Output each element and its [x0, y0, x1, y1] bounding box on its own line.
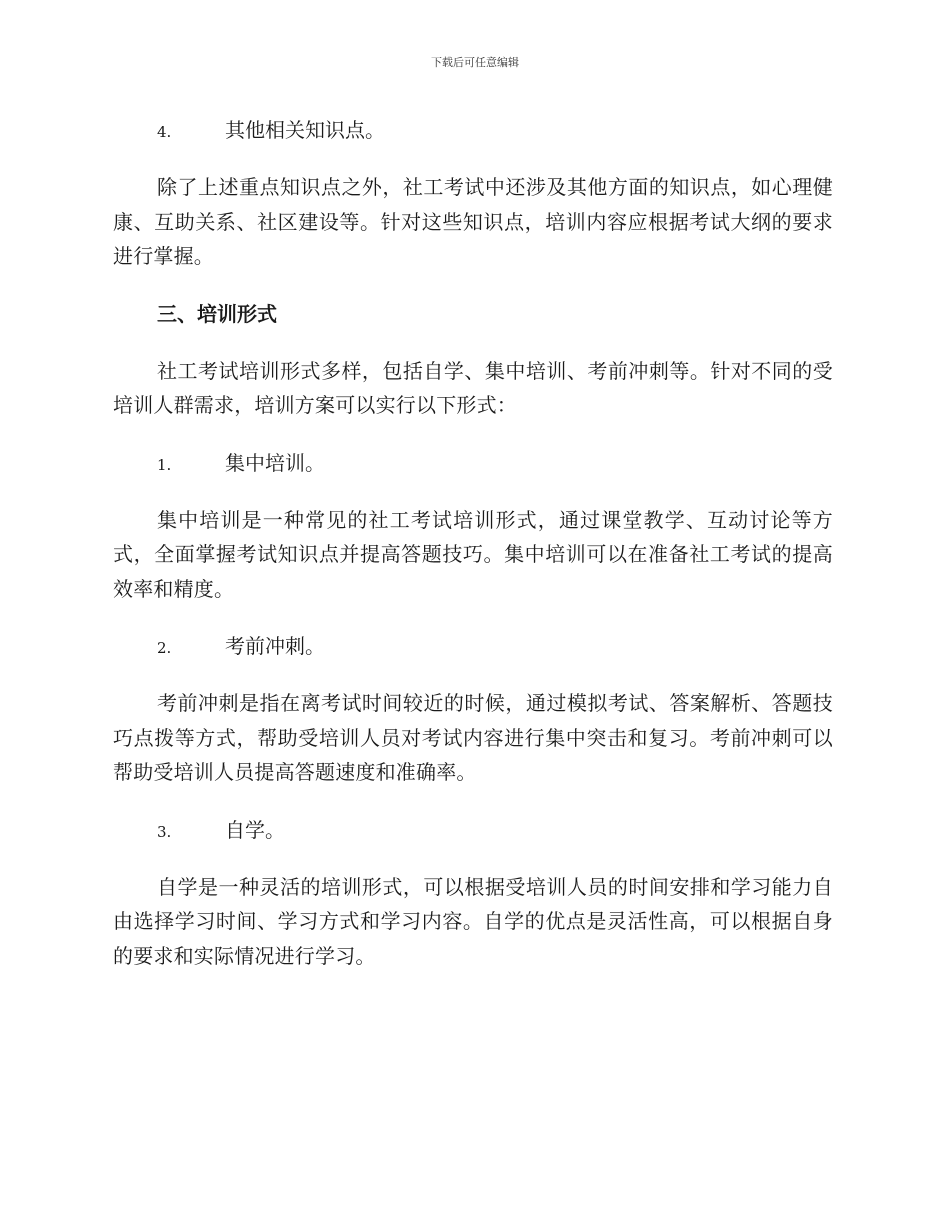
list-item-text: 考前冲刺。 [225, 634, 325, 658]
list-item-1 [113, 446, 833, 480]
paragraph-centralized-training: 集中培训是一种常见的社工考试培训形式，通过课堂教学、互动讨论等方式，全面掌握考试知识点并提高答题技巧。集中培训可以在准备社工考试的提高效率和精度。 [113, 507, 833, 601]
list-number: 2. [157, 639, 172, 657]
list-item-4 [113, 113, 833, 147]
list-item-2 [113, 629, 833, 663]
header-note: 下载后可任意编辑 [431, 56, 519, 69]
list-item-text: 其他相关知识点。 [225, 118, 385, 142]
list-item-text: 自学。 [225, 817, 285, 842]
list-number: 1. [157, 455, 172, 474]
list-number: 4. [157, 123, 172, 141]
document-body [113, 113, 833, 996]
list-item-text: 集中培训。 [225, 450, 325, 475]
paragraph-pre-exam-sprint: 考前冲刺是指在离考试时间较近的时候，通过模拟考试、答案解析、答题技巧点拨等方式，帮助受培训人员对考试内容进行集中突击和复习。考前冲刺可以帮助受培训人员提高答题速度和准确率。 [113, 691, 833, 784]
paragraph-other-knowledge: 除了上述重点知识点之外，社工考试中还涉及其他方面的知识点，如心理健康、互助关系、社区建设等。针对这些知识点，培训内容应根据考试大纲的要求进行掌握。 [113, 175, 833, 268]
paragraph-self-study: 自学是一种灵活的培训形式，可以根据受培训人员的时间安排和学习能力自由选择学习时间、学习方式和学习内容。自学的优点是灵活性高，可以根据自身的要求和实际情况进行学习。 [113, 874, 833, 968]
paragraph-training-forms: 社工考试培训形式多样，包括自学、集中培训、考前冲刺等。针对不同的受培训人群需求，培训方案可以实行以下形式： [113, 358, 833, 417]
list-item-3 [113, 813, 833, 847]
section-heading: 三、培训形式 [157, 301, 277, 326]
list-number: 3. [157, 822, 172, 841]
